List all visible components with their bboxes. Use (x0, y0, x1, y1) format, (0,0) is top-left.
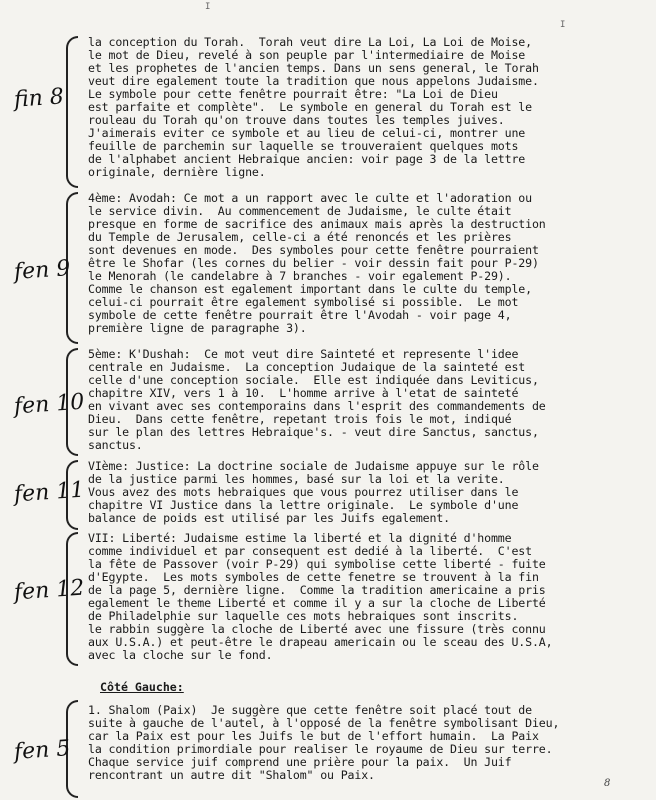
text-line: symbole de cette fenêtre pourrait être l'Avodah - voir page 4, (88, 309, 512, 322)
text-line: la conception du Torah. Torah veut dire La Loi, La Loi de Moise, (88, 36, 532, 49)
text-line: comme individuel et par consequent est dedié à la liberté. C'est (88, 545, 532, 558)
paragraph-torah (88, 36, 628, 179)
text-line: egalement le theme Liberté et comme il y a sur la cloche de Liberté (88, 597, 546, 610)
text-line: feuille de parchemin sur laquelle se trouveraient quelques mots (88, 140, 519, 153)
text-line: VII: Liberté: Judaisme estime la liberté et la dignité d'homme (88, 532, 512, 545)
text-line: être le Shofar (les cornes du belier - voir dessin fait pour P-29) (88, 257, 539, 270)
text-line: sont devenues en mode. Des symboles pour cette fenêtre pourraient (88, 244, 539, 257)
paragraph-shalom (88, 704, 628, 782)
margin-note: fen 5 (13, 736, 72, 765)
text-line: le rabbin suggère la cloche de Liberté avec une fissure (très connu (88, 623, 546, 636)
section-heading-cote-gauche: Côté Gauche: (100, 680, 184, 694)
text-line: celui-ci pourrait être egalement symbolisé si possible. Le mot (88, 296, 519, 309)
text-line: de l'alphabet ancient Hebraique ancien: voir page 3 de la lettre (88, 153, 526, 166)
text-line: veut dire egalement toute la tradition que nous appelons Judaisme. (88, 75, 539, 88)
text-line: de la justice parmi les hommes, basé sur la loi et la verite. (88, 473, 505, 486)
text-line: le mot de Dieu, revelé à son peuple par l'intermediaire de Moise (88, 49, 526, 62)
text-line: sanctus. (88, 439, 143, 452)
margin-note: fin 8 (13, 84, 65, 113)
margin-note: fen 11 (13, 477, 86, 508)
text-line: chapitre VI Justice dans la lettre originale. Le symbole d'une (88, 499, 519, 512)
text-line: Chaque service juif comprend une prière pour la paix. Un Juif (88, 756, 512, 769)
top-mark: I (205, 2, 211, 12)
margin-note: fen 10 (13, 389, 86, 420)
text-line: car la Paix est pour les Juifs le but de l'effort humain. La Paix (88, 730, 539, 743)
top-mark: I (560, 20, 566, 30)
page-footer-mark: 8 (604, 778, 611, 789)
text-line: 4ème: Avodah: Ce mot a un rapport avec le culte et l'adoration ou (88, 192, 532, 205)
text-line: J'aimerais eviter ce symbole et au lieu de celui-ci, montrer une (88, 127, 526, 140)
text-line: la condition primordiale pour realiser le royaume de Dieu sur terre. (88, 743, 553, 756)
text-line: du Temple de Jerusalem, celle-ci a été renoncés et les prières (88, 231, 512, 244)
text-line: aux U.S.A.) et peut-être le drapeau americain ou le sceau des U.S.A, (88, 636, 553, 649)
text-line: d'Egypte. Les mots symboles de cette fenetre se trouvent à la fin (88, 571, 539, 584)
text-line: rouleau du Torah qu'on trouve dans toutes les temples juives. (88, 114, 505, 127)
text-line: et les prophetes de l'ancien temps. Dans un sens general, le Torah (88, 62, 539, 75)
text-line: celle d'une conception sociale. Elle est indiquée dans Leviticus, (88, 374, 539, 387)
paragraph-kdushah (88, 348, 628, 452)
text-line: sur le plan des lettres Hebraique's. - veut dire Sanctus, sanctus, (88, 426, 539, 439)
margin-note: fen 12 (13, 575, 86, 606)
margin-note: fen 9 (13, 256, 72, 285)
text-line: centrale en Judaisme. La conception Judaique de la sainteté est (88, 361, 526, 374)
text-line: chapitre XIV, vers 1 à 10. L'homme arrive à l'etat de sainteté (88, 387, 519, 400)
text-line: presque en forme de sacrifice des animaux mais après la destruction (88, 218, 546, 231)
text-line: VIème: Justice: La doctrine sociale de Judaisme appuye sur le rôle (88, 460, 539, 473)
text-line: première ligne de paragraphe 3). (88, 322, 307, 335)
text-line: Comme le chanson est egalement important dans le culte du temple, (88, 283, 532, 296)
text-line: le service divin. Au commencement de Judaisme, le culte était (88, 205, 512, 218)
text-line: de la page 5, dernière ligne. Comme la tradition americaine a pris (88, 584, 546, 597)
paragraph-justice (88, 460, 628, 525)
text-line: de Philadelphie sur laquelle ces mots hebraiques sont inscrits. (88, 610, 519, 623)
text-line: 5ème: K'Dushah: Ce mot veut dire Sainteté et represente l'idee (88, 348, 519, 361)
text-line: le Menorah (le candelabre à 7 branches - voir egalement P-29). (88, 270, 512, 283)
text-line: est parfaite et complète". Le symbole en general du Torah est le (88, 101, 532, 114)
text-line: la fête de Passover (voir P-29) qui symbolise cette liberté - fuite (88, 558, 546, 571)
text-line: Vous avez des mots hebraiques que vous pourrez utiliser dans le (88, 486, 519, 499)
text-line: suite à gauche de l'autel, à l'opposé de la fenêtre symbolisant Dieu, (88, 717, 560, 730)
text-line: en vivant avec ses contemporains dans l'esprit des commandements de (88, 400, 546, 413)
text-line: originale, dernière ligne. (88, 166, 266, 179)
paragraph-avodah (88, 192, 628, 335)
section-bracket (66, 36, 78, 188)
text-line: Dieu. Dans cette fenêtre, repetant trois fois le mot, indiqué (88, 413, 512, 426)
paragraph-liberte (88, 532, 628, 662)
text-line: Le symbole pour cette fenêtre pourrait être: "La Loi de Dieu (88, 88, 498, 101)
text-line: 1. Shalom (Paix) Je suggère que cette fenêtre soit placé tout de (88, 704, 532, 717)
text-line: rencontrant un autre dit "Shalom" ou Paix. (88, 769, 375, 782)
text-line: balance de poids est utilisé par les Juifs egalement. (88, 512, 450, 525)
text-line: avec la cloche sur le fond. (88, 649, 273, 662)
